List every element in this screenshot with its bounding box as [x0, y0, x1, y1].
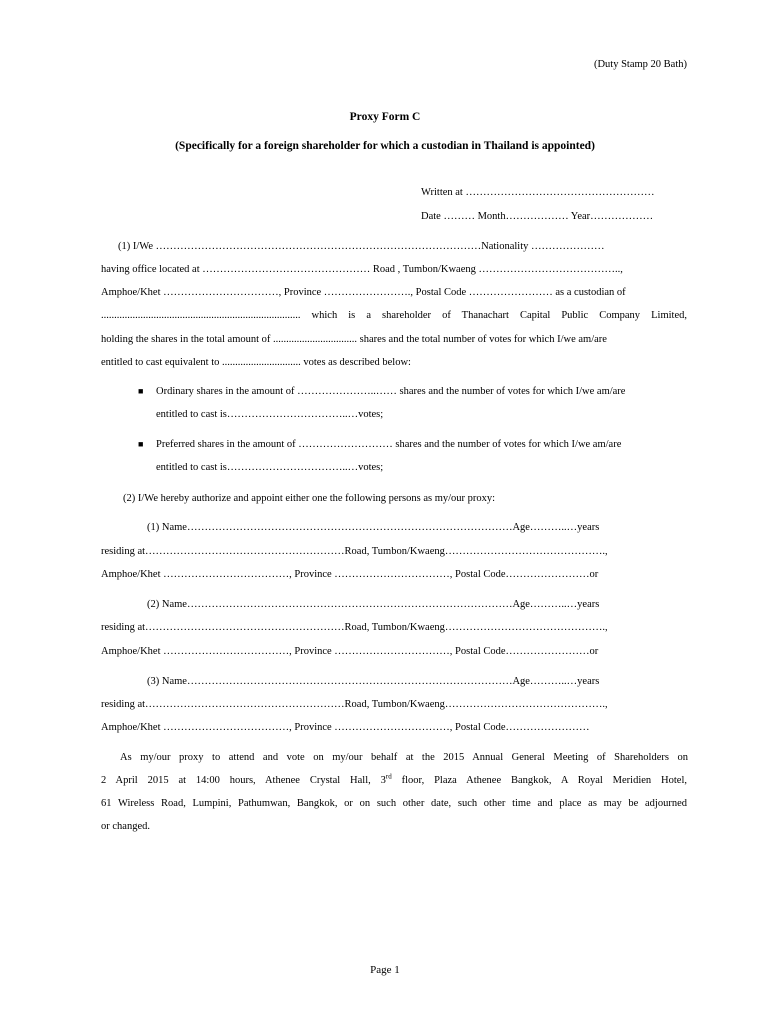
section1-votes-line[interactable]: entitled to cast equivalent to .............................. votes as described below: — [101, 357, 411, 368]
form-title: Proxy Form C — [349, 111, 421, 123]
proxy3-name-line[interactable]: (3) Name…………………………………………………………………………………Age………..…years — [147, 676, 600, 687]
written-at-field[interactable]: Written at ……………………………………………… — [421, 187, 655, 198]
bullet-icon: ■ — [138, 439, 144, 449]
proxy1-name-line[interactable]: (1) Name…………………………………………………………………………………Age………..…years — [147, 522, 600, 533]
preferred-shares-line[interactable]: Preferred shares in the amount of ……………………… shares and the number of votes for which I/we am/are — [156, 439, 622, 450]
proxy1-amphoe-line[interactable]: Amphoe/Khet ………………………………, Province ……………………………, Postal Code……………………or — [101, 569, 599, 580]
preferred-votes-line[interactable]: entitled to cast is……………………………..…votes; — [156, 462, 384, 473]
section1-shareholder-line[interactable]: ............................................................................ which is a shareholder of Thanachart Capital Public Company Limited, — [101, 310, 687, 321]
proxy3-residing-line[interactable]: residing at…………………………………………………Road, Tumbon/Kwaeng………………………………………., — [101, 699, 608, 710]
page-number: Page 1 — [370, 964, 400, 976]
ordinary-votes-line[interactable]: entitled to cast is……………………………..…votes; — [156, 409, 384, 420]
proxy2-amphoe-line[interactable]: Amphoe/Khet ………………………………, Province ……………………………, Postal Code……………………or — [101, 646, 599, 657]
ordinary-shares-line[interactable]: Ordinary shares in the amount of …………………..…… shares and the number of votes for which I/we am/are — [156, 386, 626, 397]
bullet-icon: ■ — [138, 386, 144, 396]
section2-heading: (2) I/We hereby authorize and appoint either one the following persons as my/our proxy: — [123, 493, 496, 504]
date-field[interactable]: Date ……… Month……………… Year……………… — [421, 211, 654, 222]
closing-line-1: As my/our proxy to attend and vote on my/our behalf at the 2015 Annual General Meeting of Shareholders on — [120, 752, 688, 763]
proxy1-residing-line[interactable]: residing at…………………………………………………Road, Tumbon/Kwaeng………………………………………., — [101, 546, 608, 557]
closing-line-2-rest: floor, Plaza Athenee Bangkok, A Royal Meridien Hotel, — [391, 775, 687, 786]
closing-line-3: 61 Wireless Road, Lumpini, Pathumwan, Bangkok, or on such other date, such other time and place as may be adjourned — [101, 798, 687, 809]
section1-amphoe-line[interactable]: Amphoe/Khet ……………………………, Province ……………………., Postal Code …………………… as a custodian of — [101, 287, 626, 298]
form-subtitle: (Specifically for a foreign shareholder for which a custodian in Thailand is appointed) — [175, 140, 595, 152]
closing-line-4: or changed. — [101, 821, 150, 832]
proxy2-residing-line[interactable]: residing at…………………………………………………Road, Tumbon/Kwaeng………………………………………., — [101, 622, 608, 633]
proxy3-amphoe-line[interactable]: Amphoe/Khet ………………………………, Province ……………………………, Postal Code…………………… — [101, 722, 590, 733]
section1-office-line[interactable]: having office located at ………………………………………… Road , Tumbon/Kwaeng ………………………………….., — [101, 264, 623, 275]
closing-line-2-text: 2 April 2015 at 14:00 hours, Athenee Crystal Hall, 3 — [101, 775, 386, 786]
ordinal-suffix: rd — [385, 772, 392, 781]
section1-iwe-line[interactable]: (1) I/We …………………………………………………………………………………Nationality ………………… — [118, 241, 605, 252]
proxy2-name-line[interactable]: (2) Name…………………………………………………………………………………Age………..…years — [147, 599, 600, 610]
duty-stamp-note: (Duty Stamp 20 Bath) — [593, 59, 687, 70]
section1-total-shares-line[interactable]: holding the shares in the total amount of ................................ shares and the total number of votes for which I/we am/are — [101, 334, 607, 345]
closing-line-2 — [101, 774, 687, 788]
